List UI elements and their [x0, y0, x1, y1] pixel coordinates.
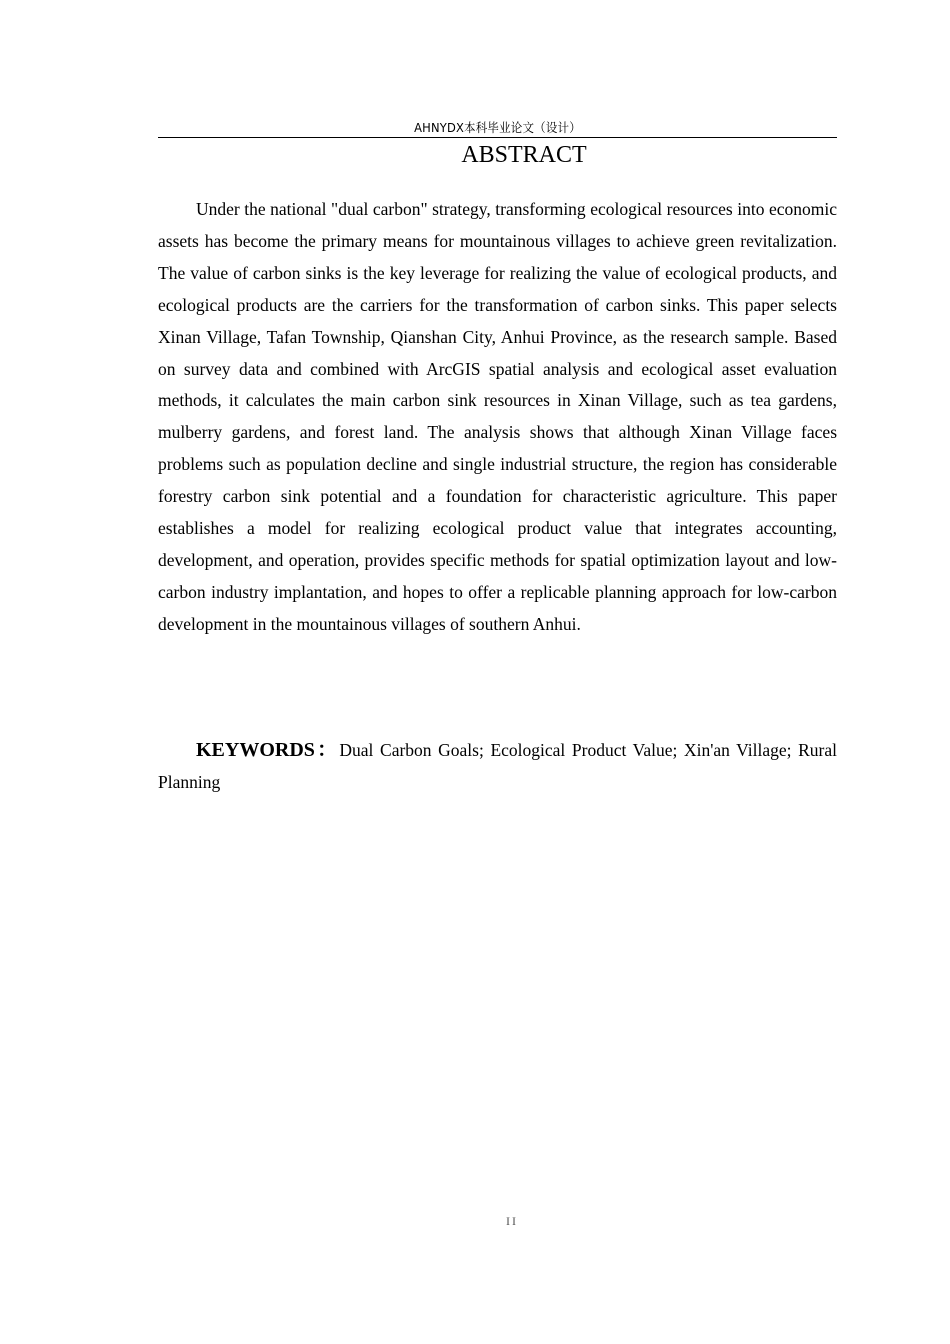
page-number: II — [506, 1214, 518, 1228]
keywords-text: Dual Carbon Goals; Ecological Product Value; Xin'an Village; Rural Planning — [158, 740, 838, 792]
keywords-label: KEYWORDS： — [196, 739, 340, 761]
keywords-paragraph — [158, 734, 837, 798]
abstract-title: ABSTRACT — [461, 142, 587, 168]
abstract-body: Under the national "dual carbon" strategy, transforming ecological resources into economic assets has become the primary means for mountainous villages to achieve green revitalization. The value of carbon sinks is the key leverage for realizing the value of ecological products, and ecological products are the carriers for the transformation of carbon sinks. This paper selects Xinan Village, Tafan Township, Qianshan City, Anhui Province, as the research sample. Based on survey data and combined with ArcGIS spatial analysis and ecological asset evaluation methods, it calculates the main carbon sink resources in Xinan Village, such as tea gardens, mulberry gardens, and forest land. The analysis shows that although Xinan Village faces problems such as population decline and single industrial structure, the region has considerable forestry carbon sink potential and a foundation for characteristic agriculture. This paper establishes a model for realizing ecological product value that integrates accounting, development, and operation, provides specific methods for spatial optimization layout and low-carbon industry implantation, and hopes to offer a replicable planning approach for low-carbon development in the mountainous villages of southern Anhui. — [158, 199, 837, 634]
header-rule — [158, 137, 837, 138]
running-header: AHNYDX本科毕业论文（设计） — [414, 120, 581, 135]
